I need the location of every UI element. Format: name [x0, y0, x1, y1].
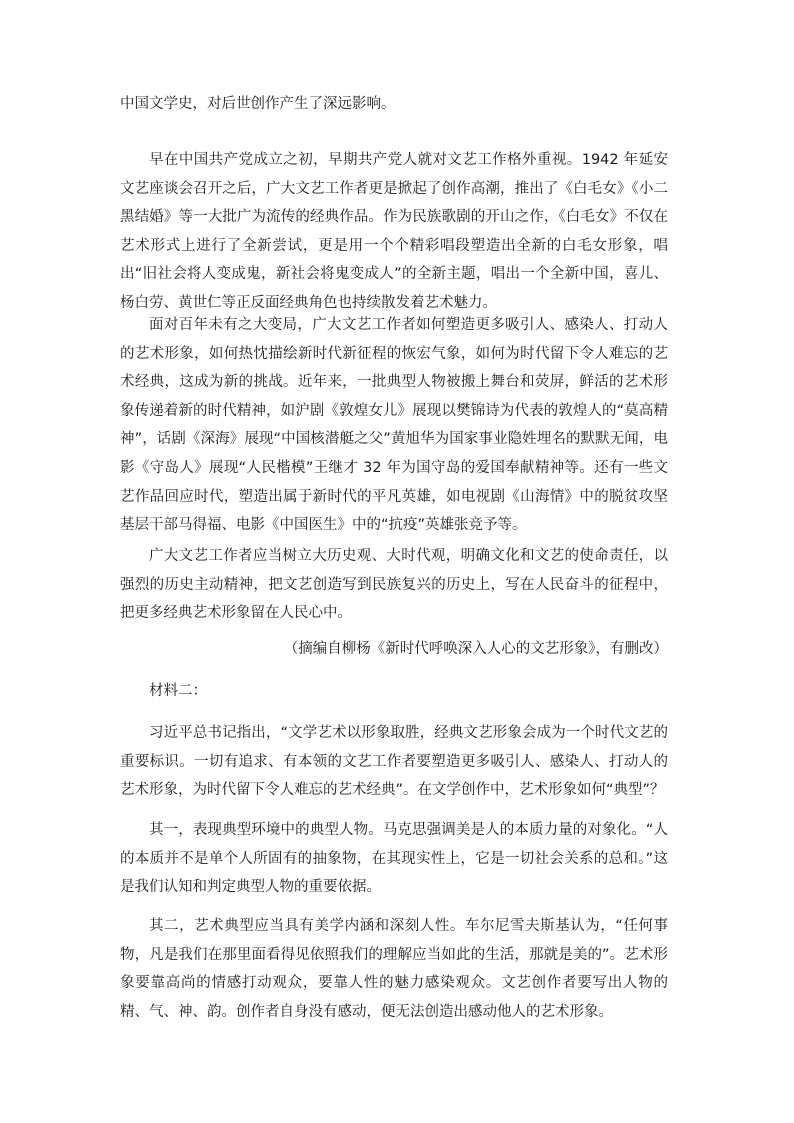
paragraph-point-two: 其二，艺术典型应当具有美学内涵和深刻人性。车尔尼雪夫斯基认为，“任何事物，凡是我们在那里面看得见依照我们的理解应当如此的生活，那就是美的”。艺术形象要靠高尚的情感打动观众，要靠人性的魅力感染观众。文艺创作者要写出人物的精、气、神、韵。创作者自身没有感动，便无法创造出感动他人的艺术形象。 [120, 918, 668, 1020]
paragraph-xi-quote: 习近平总书记指出，“文学艺术以形象取胜，经典文艺形象会成为一个时代文艺的重要标识。一切有追求、有本领的文艺工作者要塑造更多吸引人、感染人、打动人的艺术形象，为时代留下令人难忘的艺术经典”。在文学创作中，艺术形象如何“典型”？ [120, 725, 668, 799]
material-two-heading: 材料二： [149, 683, 207, 699]
source-citation: （摘编自柳杨《新时代呼唤深入人心的文艺形象》，有删改） [283, 641, 668, 657]
paragraph-history: 早在中国共产党成立之初，早期共产党人就对文艺工作格外重视。1942 年延安文艺座谈会召开之后，广大文艺工作者更是掀起了创作高潮，推出了《白毛女》《小二黑结婚》等一大批广为流传的经典作品。作为民族歌剧的开山之作，《白毛女》不仅在艺术形式上进行了全新尝试，更是用一个个精彩唱段塑造出全新的白毛女形象，唱出“旧社会将人变成鬼，新社会将鬼变成人”的全新主题，唱出一个全新中国，喜儿、杨白劳、黄世仁等正反面经典角色也持续散发着艺术魅力。 [120, 152, 668, 311]
paragraph-challenge: 面对百年未有之大变局，广大文艺工作者如何塑造更多吸引人、感染人、打动人的艺术形象，如何热忱描绘新时代新征程的恢宏气象，如何为时代留下令人难忘的艺术经典，这成为新的挑战。近年来，一批典型人物被搬上舞台和荧屏，鲜活的艺术形象传递着新的时代精神，如沪剧《敦煌女儿》展现以樊锦诗为代表的敦煌人的“莫高精神”，话剧《深海》展现“中国核潜艇之父”黄旭华为国家事业隐姓埋名的默默无闻，电影《守岛人》展现“人民楷模”王继才 32 年为国守岛的爱国奉献精神等。还有一些文艺作品回应时代，塑造出属于新时代的平凡英雄，如电视剧《山海情》中的脱贫攻坚基层干部马得福、电影《中国医生》中的“抗疫”英雄张竞予等。 [120, 317, 668, 534]
paragraph-point-one: 其一，表现典型环境中的典型人物。马克思强调美是人的本质力量的对象化。“人的本质并不是单个人所固有的抽象物，在其现实性上，它是一切社会关系的总和。”这是我们认知和判定典型人物的重要依据。 [120, 822, 668, 896]
paragraph-mission: 广大文艺工作者应当树立大历史观、大时代观，明确文化和文艺的使命责任，以强烈的历史主动精神，把文艺创造写到民族复兴的历史上，写在人民奋斗的征程中，把更多经典艺术形象留在人民心中。 [120, 548, 668, 622]
paragraph-continuation: 中国文学史，对后世创作产生了深远影响。 [120, 96, 396, 112]
